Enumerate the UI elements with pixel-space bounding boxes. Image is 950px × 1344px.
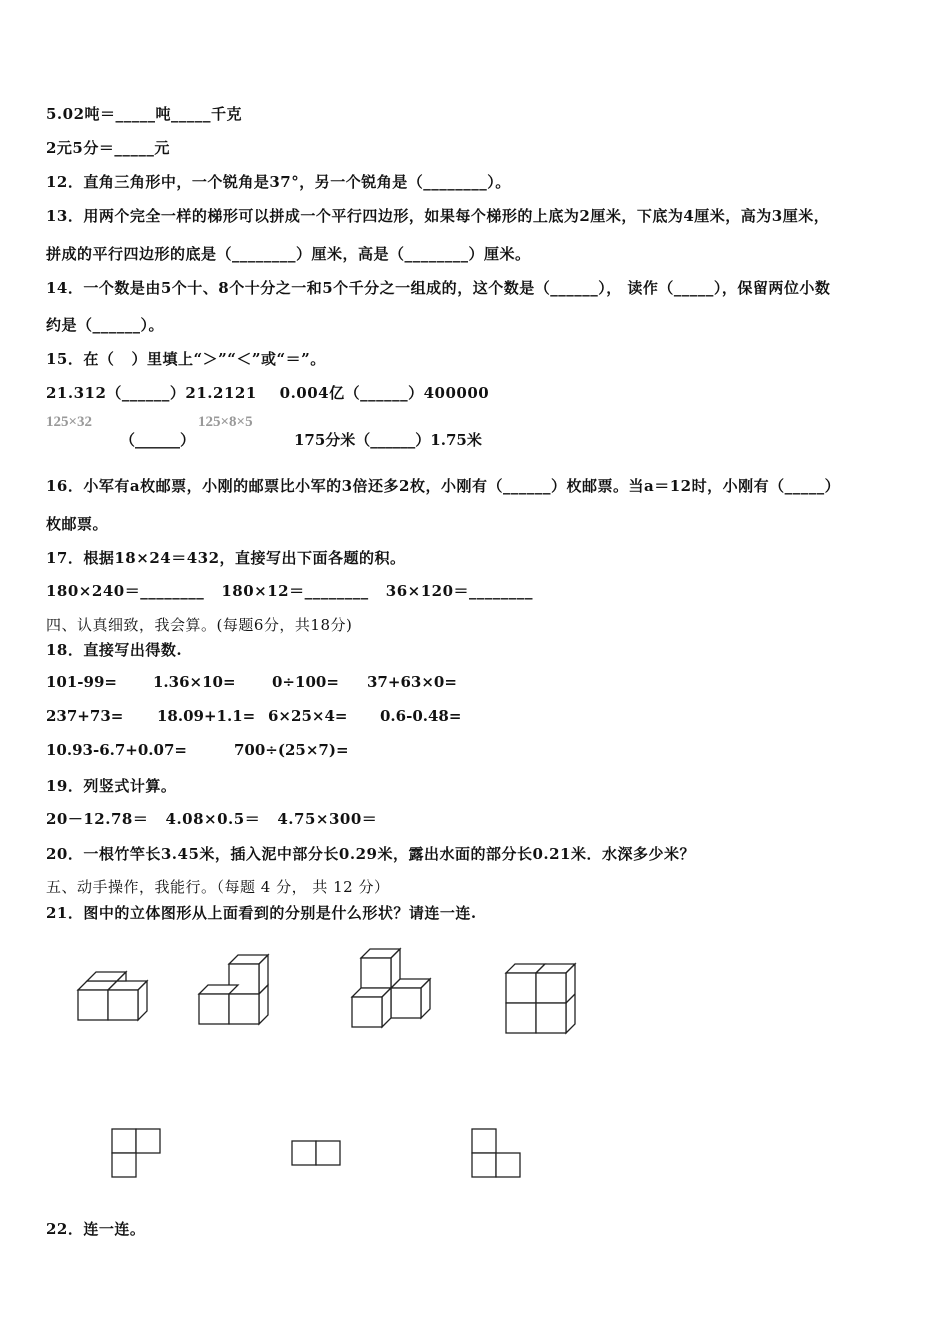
q14-line-2: 约是（______）。 <box>46 316 165 334</box>
calc-item: 37+63×0= <box>367 673 457 691</box>
top-view-2 <box>288 1136 346 1170</box>
solid-figure-2 <box>190 948 275 1030</box>
calc-item: 237+73= <box>46 707 124 725</box>
q22: 22．连一连。 <box>46 1220 146 1238</box>
calc-item: 6×25×4= <box>268 707 348 725</box>
q19: 19．列竖式计算。 <box>46 777 177 795</box>
q15-row-1: 21.312（______）21.2121 0.004亿（______）400000 <box>46 384 490 402</box>
calc-item: 700÷(25×7)= <box>234 741 349 759</box>
calc-item: 0÷100= <box>272 673 339 691</box>
q15: 15．在（ ）里填上“＞”“＜”或“＝”。 <box>46 350 326 368</box>
q12: 12．直角三角形中，一个锐角是37°，另一个锐角是（________）。 <box>46 173 511 191</box>
calc-item: 0.6-0.48= <box>380 707 462 725</box>
q15-expr-125x32: 125×32 <box>46 414 93 430</box>
solid-figure-4 <box>500 958 585 1038</box>
q11-line-1: 5.02吨＝_____吨_____千克 <box>46 105 243 123</box>
q21: 21．图中的立体图形从上面看到的分别是什么形状？请连一连. <box>46 904 477 922</box>
calc-item: 18.09+1.1= <box>157 707 256 725</box>
top-view-1 <box>108 1125 168 1180</box>
q19-items: 20－12.78＝ 4.08×0.5＝ 4.75×300＝ <box>46 810 378 828</box>
calc-item: 101-99= <box>46 673 117 691</box>
q16-line-2: 枚邮票。 <box>46 515 109 533</box>
top-view-3 <box>468 1125 526 1180</box>
q18: 18．直接写出得数. <box>46 641 183 659</box>
q17-items: 180×240＝________ 180×12＝________ 36×120＝________ <box>46 582 534 600</box>
calc-item: 1.36×10= <box>153 673 236 691</box>
solid-figure-1 <box>70 965 160 1030</box>
q20: 20．一根竹竿长3.45米，插入泥中部分长0.29米，露出水面的部分长0.21米．水深多少米？ <box>46 845 695 863</box>
q13-line-1: 13．用两个完全一样的梯形可以拼成一个平行四边形，如果每个梯形的上底为2厘米，下底为4厘米，高为3厘米， <box>46 207 830 225</box>
q15-expr-125x8x5: 125×8×5 <box>198 414 253 430</box>
q11-line-2: 2元5分＝_____元 <box>46 139 170 157</box>
section-five-heading: 五、动手操作，我能行。（每题 4 分， 共 12 分） <box>46 878 390 896</box>
q15-blank: （______） <box>120 431 196 449</box>
section-four-heading: 四、认真细致，我会算。(每题6分，共18分) <box>46 616 353 634</box>
calc-item: 10.93-6.7+0.07= <box>46 741 187 759</box>
q17: 17．根据18×24＝432，直接写出下面各题的积。 <box>46 549 406 567</box>
q13-line-2: 拼成的平行四边形的底是（________）厘米，高是（________）厘米。 <box>46 245 531 263</box>
q14-line-1: 14．一个数是由5个十、8个十分之一和5个千分之一组成的，这个数是（______）， 读作（_____），保留两位小数 <box>46 279 831 297</box>
q16-line-1: 16．小军有a枚邮票，小刚的邮票比小军的3倍还多2枚，小刚有（______）枚邮票。当a＝12时，小刚有（_____） <box>46 477 841 495</box>
solid-figure-3 <box>345 940 440 1032</box>
q15-length-compare: 175分米（______）1.75米 <box>294 431 482 449</box>
